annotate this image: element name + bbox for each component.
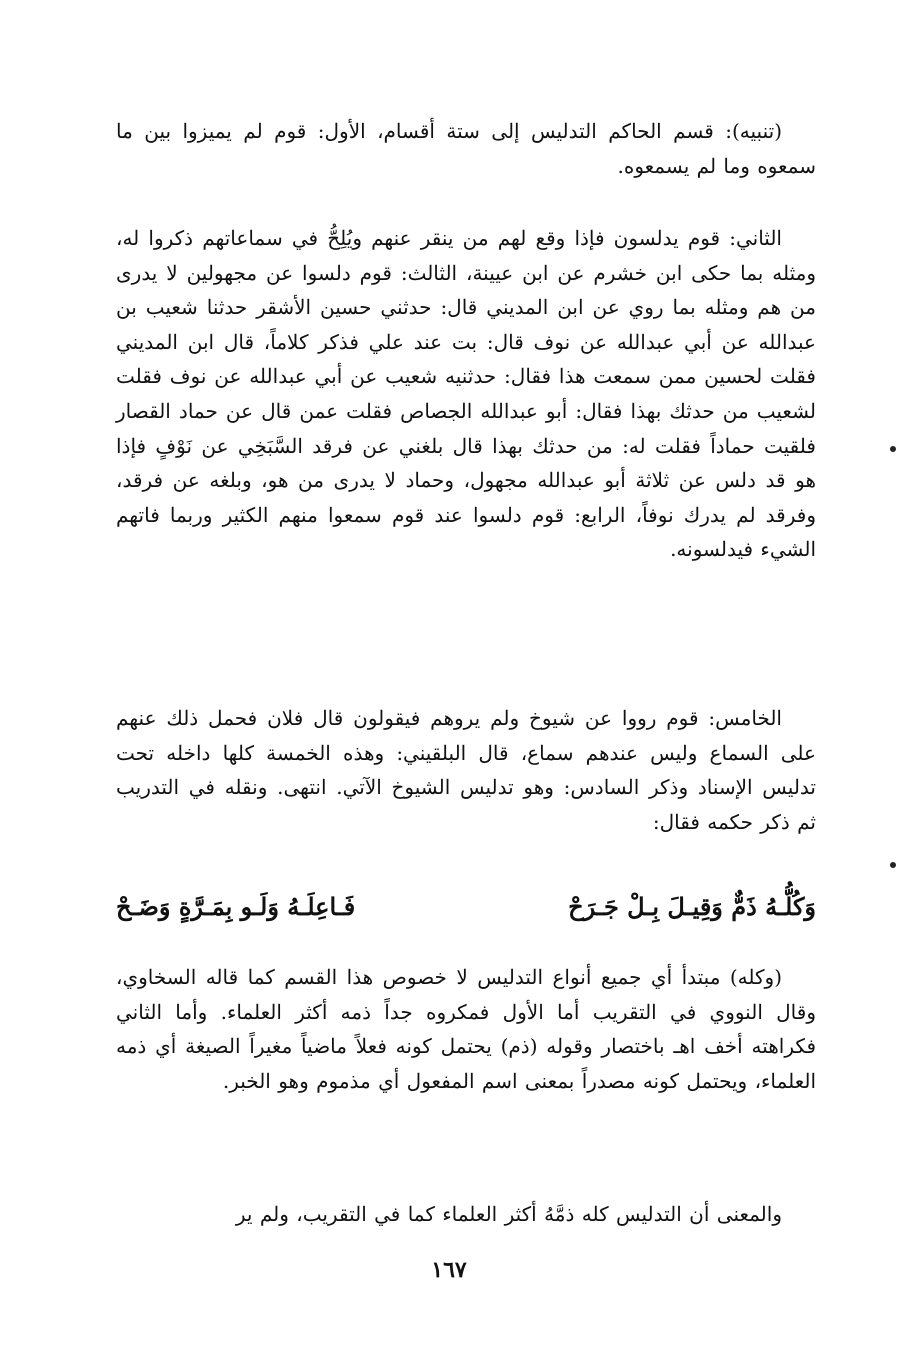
paragraph-commentary <box>116 960 816 1098</box>
margin-mark <box>890 862 896 868</box>
paragraph-second-third-fourth <box>116 221 816 567</box>
paragraph-text: الثاني: قوم يدلسون فإذا وقع لهم من ينقر عنهم ويُلِحُّ في سماعاتهم ذكروا له، ومثله بما حكى ابن خشرم عن ابن عيينة، الثالث: قوم دلسوا عن مجهولين لا يدرى من هم ومثله بما روي عن ابن المديني قال: حدثني حسين الأشقر حدثنا شعيب بن عبدالله عن أبي عبدالله عن نوف قال: بت عند علي فذكر كلاماً، قال ابن المديني فقلت لحسين ممن سمعت هذا فقال: حدثنيه شعيب عن أبي عبدالله عن نوف فقلت لشعيب من حدثك بهذا فقال: أبو عبدالله الجصاص فقلت عمن قال عن حماد القصار فلقيت حماداً فقلت له: من حدثك بهذا قال بلغني عن فرقد السَّبَخِي عن نَوْفٍ فإذا هو قد دلس عن ثلاثة أبو عبدالله مجهول، وحماد لا يدرى من هو، وبلغه عن فرقد، وفرقد لم يدرك نوفاً، الرابع: قوم دلسوا عند قوم سمعوا منهم الكثير وربما فاتهم الشيء فيدلسونه. <box>116 226 816 562</box>
verse-first-hemistich: وَكُلُّـهُ ذَمٌّ وَقِيـلَ بِـلْ جَـرَحْ <box>568 892 816 921</box>
margin-mark <box>890 446 896 452</box>
paragraph-text: الخامس: قوم رووا عن شيوخ ولم يروهم فيقولون قال فلان فحمل ذلك عنهم على السماع وليس عندهم سماع، قال البلقيني: وهذه الخمسة كلها داخله تحت تدليس الإسناد وذكر السادس: وهو تدليس الشيوخ الآتي. انتهى. ونقله في التدريب ثم ذكر حكمه فقال: <box>116 706 816 834</box>
verse-second-hemistich: فَـاعِلَـهُ وَلَـو بِمَـرَّةٍ وَضَـحْ <box>116 892 356 921</box>
poem-verse <box>116 884 816 930</box>
page-number: ١٦٧ <box>431 1257 467 1283</box>
paragraph-meaning <box>116 1197 816 1232</box>
paragraph-text: (وكله) مبتدأ أي جميع أنواع التدليس لا خصوص هذا القسم كما قاله السخاوي، وقال النووي في التقريب أما الأول فمكروه جداً ذمه أكثر العلماء. وأما الثاني فكراهته أخف اهـ باختصار وقوله (ذم) يحتمل كونه فعلاً ماضياً مغيراً الصيغة أي ذمه العلماء، ويحتمل كونه مصدراً بمعنى اسم المفعول أي مذموم وهو الخبر. <box>116 965 816 1093</box>
paragraph-text: (تنبيه): قسم الحاكم التدليس إلى ستة أقسام، الأول: قوم لم يميزوا بين ما سمعوه وما لم يسمعوه. <box>116 119 816 178</box>
paragraph-fifth <box>116 701 816 839</box>
paragraph-text: والمعنى أن التدليس كله ذمَّهُ أكثر العلماء كما في التقريب، ولم ير <box>235 1202 782 1226</box>
paragraph-tanbih <box>116 114 816 183</box>
